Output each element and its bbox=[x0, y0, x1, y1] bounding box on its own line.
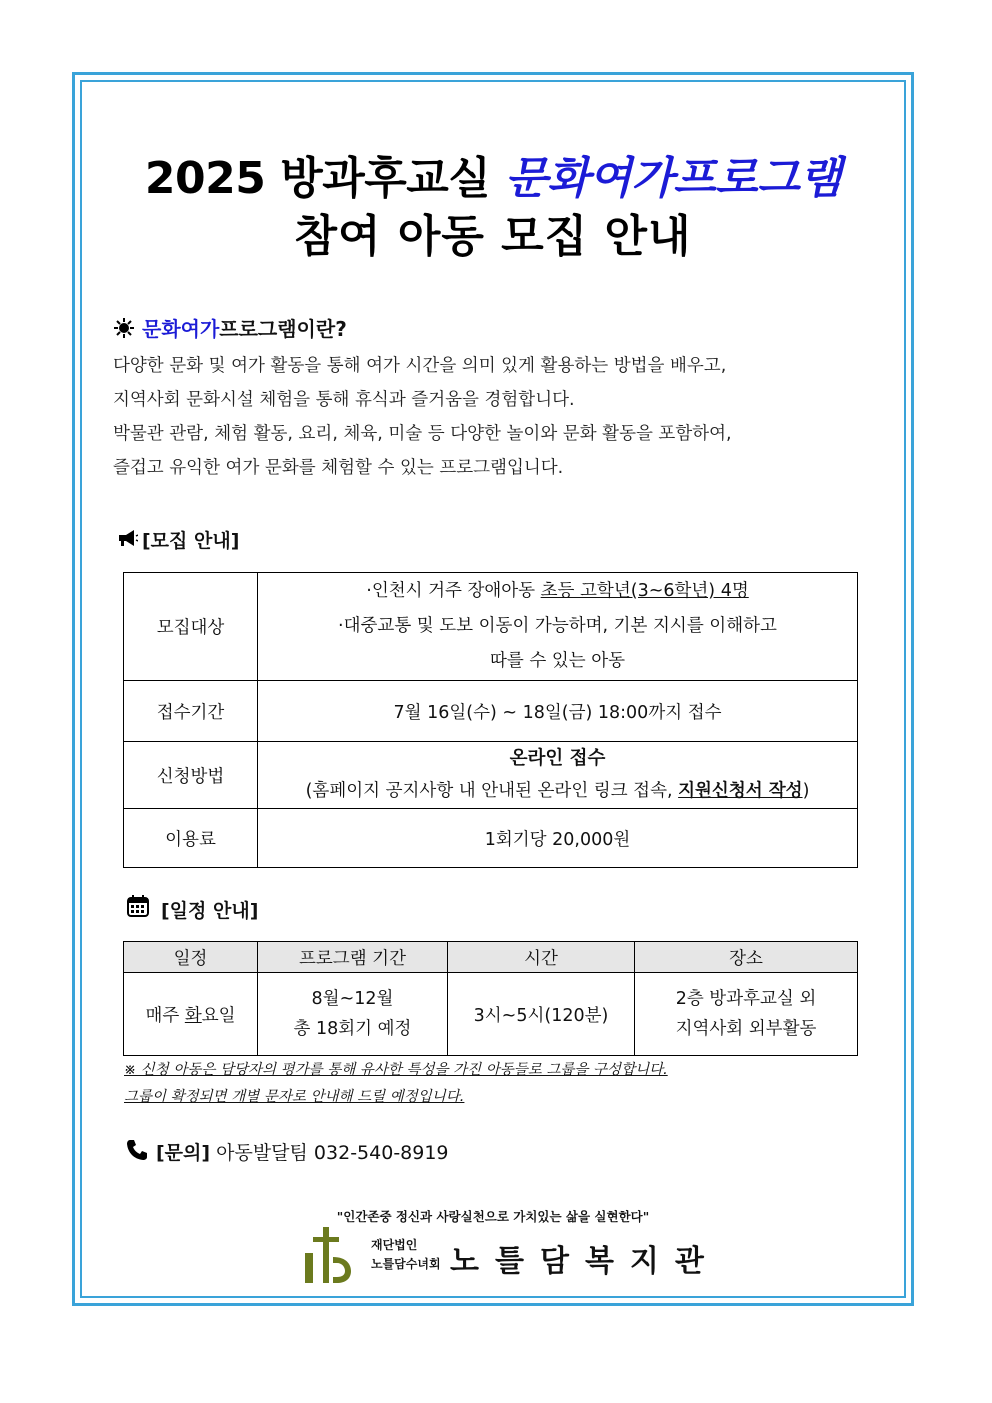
fee-label: 이용료 bbox=[124, 809, 258, 868]
schedule-note-2: 그룹이 확정되면 개별 문자로 안내해 드릴 예정입니다. bbox=[124, 1089, 465, 1105]
title-prefix: 2025 방과후교실 bbox=[144, 153, 506, 204]
target-value bbox=[258, 573, 858, 681]
contact-line bbox=[126, 1138, 449, 1166]
method-sub-underlined: 지원신청서 작성 bbox=[678, 781, 803, 801]
place-cell bbox=[635, 973, 858, 1056]
intro-line: 즐겁고 유익한 여가 문화를 체험할 수 있는 프로그램입니다. bbox=[113, 458, 564, 478]
org-small-line-2: 노틀담수녀회 bbox=[371, 1257, 441, 1271]
phone-icon bbox=[126, 1139, 156, 1166]
intro-heading-blue: 문화여가 bbox=[142, 317, 220, 341]
recruit-heading bbox=[116, 526, 239, 553]
org-small-line-1: 재단법인 bbox=[371, 1238, 418, 1252]
method-sub-text: (홈페이지 공지사항 내 안내된 온라인 링크 접속, bbox=[305, 781, 679, 801]
title-line-2: 참여 아동 모집 안내 bbox=[294, 211, 692, 262]
period-cell bbox=[258, 973, 448, 1056]
table-row bbox=[124, 573, 858, 681]
place-line-1: 2층 방과후교실 외 bbox=[675, 989, 817, 1009]
table-row bbox=[124, 809, 858, 868]
day-cell bbox=[124, 973, 258, 1056]
intro-paragraph bbox=[113, 349, 873, 485]
time-cell: 3시~5시(120분) bbox=[448, 973, 635, 1056]
schedule-table bbox=[123, 941, 858, 1056]
col-header: 장소 bbox=[635, 942, 858, 973]
title-accent: 문화여가프로그램 bbox=[505, 153, 842, 204]
place-line-2: 지역사회 외부활동 bbox=[675, 1019, 817, 1039]
intro-heading-rest: 프로그램이란? bbox=[219, 317, 347, 341]
title-line-1 bbox=[80, 142, 906, 206]
table-row bbox=[124, 973, 858, 1056]
col-header: 일정 bbox=[124, 942, 258, 973]
intro-line: 지역사회 문화시설 체험을 통해 휴식과 즐거움을 경험합니다. bbox=[113, 390, 575, 410]
org-name: 노틀담복지관 bbox=[450, 1244, 720, 1279]
schedule-heading-text: [일정 안내] bbox=[161, 900, 259, 922]
cross-logo-icon bbox=[303, 1227, 353, 1289]
table-header-row bbox=[124, 942, 858, 973]
method-label: 신청방법 bbox=[124, 742, 258, 809]
period-line-1: 8월~12월 bbox=[311, 989, 394, 1009]
col-header: 시간 bbox=[448, 942, 635, 973]
sun-bullet-icon bbox=[114, 318, 142, 343]
intro-line: 박물관 관람, 체험 활동, 요리, 체육, 미술 등 다양한 놀이와 문화 활동을 포함하여, bbox=[113, 424, 732, 444]
day-text: 매주 bbox=[145, 1005, 185, 1026]
col-header: 프로그램 기간 bbox=[258, 942, 448, 973]
table-row bbox=[124, 742, 858, 809]
day-underlined: 화 bbox=[184, 1005, 202, 1026]
schedule-heading bbox=[127, 895, 258, 923]
intro-heading bbox=[114, 313, 347, 343]
target-line-1-text: ·인천시 거주 장애아동 bbox=[366, 581, 541, 601]
target-line-1-underlined: 초등 고학년(3~6학년) 4명 bbox=[540, 581, 749, 601]
schedule-note-1: ※ 신청 아동은 담당자의 평가를 통해 유사한 특성을 가진 아동들로 그룹을 구성합니다. bbox=[124, 1062, 668, 1078]
method-sub-close: ) bbox=[802, 781, 810, 801]
contact-label: [문의] bbox=[156, 1142, 211, 1164]
org-small bbox=[371, 1236, 441, 1274]
target-line-1 bbox=[259, 574, 856, 609]
period-value: 7월 16일(수) ~ 18일(금) 18:00까지 접수 bbox=[258, 681, 858, 742]
method-main: 온라인 접수 bbox=[509, 748, 606, 769]
fee-value: 1회기당 20,000원 bbox=[258, 809, 858, 868]
calendar-icon bbox=[127, 895, 161, 922]
motto: "인간존중 정신과 사랑실천으로 가치있는 삶을 실현한다" bbox=[336, 1209, 650, 1224]
recruit-table bbox=[123, 572, 858, 868]
intro-line: 다양한 문화 및 여가 활동을 통해 여가 시간을 의미 있게 활용하는 방법을 배우고, bbox=[113, 356, 727, 376]
table-row bbox=[124, 681, 858, 742]
target-line-2: ·대중교통 및 도보 이동이 가능하며, 기본 지시를 이해하고 bbox=[338, 616, 777, 636]
target-label: 모집대상 bbox=[124, 573, 258, 681]
period-label: 접수기간 bbox=[124, 681, 258, 742]
contact-value: 아동발달팀 032-540-8919 bbox=[210, 1142, 449, 1164]
target-line-3: 따를 수 있는 아동 bbox=[489, 651, 626, 671]
method-value bbox=[258, 742, 858, 809]
recruit-heading-text: [모집 안내] bbox=[142, 530, 240, 552]
day-suffix: 요일 bbox=[201, 1005, 236, 1026]
method-sub bbox=[259, 775, 856, 807]
megaphone-icon bbox=[116, 529, 142, 552]
period-line-2: 총 18회기 예정 bbox=[293, 1019, 412, 1039]
